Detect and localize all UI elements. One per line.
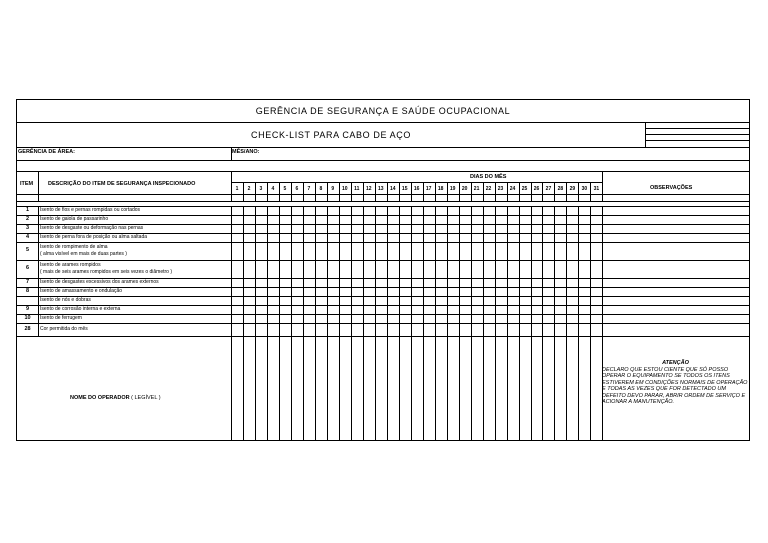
grid-line <box>279 206 280 440</box>
item-description: Isento de desgastes excessivos dos arames externos <box>40 279 159 285</box>
grid-line <box>339 206 340 440</box>
item-number: 6 <box>25 265 30 271</box>
grid-line <box>17 287 749 288</box>
observations-column-header: OBSERVAÇÕES <box>650 185 693 191</box>
grid-line <box>423 206 424 440</box>
grid-line <box>471 206 472 440</box>
grid-line <box>411 206 412 440</box>
day-number: 28 <box>557 186 564 192</box>
item-number: 3 <box>25 224 30 231</box>
item-column-header: ITEM <box>20 181 34 187</box>
grid-line <box>483 206 484 440</box>
grid-line <box>375 206 376 440</box>
day-number: 13 <box>377 186 384 192</box>
area-label: GERÊNCIA DE ÁREA: <box>18 149 75 155</box>
grid-line <box>231 147 232 160</box>
day-number: 11 <box>354 186 360 192</box>
item-number: 10 <box>24 314 31 321</box>
operator-name-label <box>70 396 161 402</box>
grid-line <box>17 215 749 216</box>
grid-line <box>578 206 579 440</box>
day-number: 18 <box>437 186 444 192</box>
item-description: Isento de perna fora de posição ou alma saltada <box>40 234 148 240</box>
grid-line <box>38 206 39 336</box>
page-title: GERÊNCIA DE SEGURANÇA E SAÚDE OCUPACIONAL <box>255 106 511 116</box>
item-number: 4 <box>25 233 30 240</box>
day-number: 21 <box>473 186 480 192</box>
grid-line <box>602 206 603 440</box>
grid-line <box>17 323 749 324</box>
grid-line <box>17 171 749 172</box>
day-number: 19 <box>449 186 456 192</box>
item-description: ( mais de seis arames rompidos em seis vezes o diâmetro ) <box>40 269 172 275</box>
description-column-header: DESCRIÇÃO DO ITEM DE SEGURANÇA INSPECIONADO <box>48 181 196 187</box>
item-number: 9 <box>25 305 30 312</box>
item-description: ( alma visível em mais de duas partes ) <box>40 251 127 257</box>
item-description: Isento de nós e dobras <box>40 297 91 303</box>
day-number: 23 <box>497 186 504 192</box>
item-description: Cor permitida do mês <box>40 326 88 332</box>
grid-line <box>231 171 232 201</box>
day-number: 26 <box>533 186 540 192</box>
grid-line <box>315 206 316 440</box>
day-number: 15 <box>401 186 408 192</box>
item-number: 1 <box>25 206 30 213</box>
item-description: Isento de ferrugem <box>40 315 82 321</box>
day-number: 22 <box>485 186 492 192</box>
grid-line <box>17 260 749 261</box>
day-number: 16 <box>413 186 420 192</box>
grid-line <box>645 128 749 129</box>
grid-line <box>303 206 304 440</box>
grid-line <box>387 206 388 440</box>
grid-line <box>17 160 749 161</box>
item-description: Isento de amassamento e ondulação <box>40 288 122 294</box>
item-description: Isento de gaiola de passarinho <box>40 216 109 222</box>
grid-line <box>566 206 567 440</box>
day-number: 31 <box>593 186 600 192</box>
grid-line <box>17 201 749 202</box>
day-number: 10 <box>342 186 348 192</box>
grid-line <box>17 242 749 243</box>
grid-line <box>645 134 749 135</box>
grid-line <box>231 182 602 183</box>
grid-line <box>17 305 749 306</box>
grid-line <box>17 336 749 337</box>
grid-line <box>17 122 749 123</box>
days-header: DIAS DO MÊS <box>470 174 507 180</box>
operator-label: NOME DO OPERADOR <box>70 395 130 401</box>
day-number: 17 <box>425 186 432 192</box>
grid-line <box>255 206 256 440</box>
grid-line <box>363 206 364 440</box>
day-number: 29 <box>569 186 576 192</box>
day-number: 2 <box>247 186 251 192</box>
grid-line <box>590 206 591 440</box>
grid-line <box>602 171 603 201</box>
day-number: 30 <box>581 186 588 192</box>
grid-line <box>542 206 543 440</box>
item-description: Isento de arames rompidos <box>40 262 101 268</box>
day-number: 3 <box>259 186 263 192</box>
grid-line <box>17 296 749 297</box>
item-number: 5 <box>25 247 30 253</box>
day-number: 12 <box>365 186 372 192</box>
attention-title: ATENÇÃO <box>662 360 689 366</box>
day-number: 7 <box>307 186 311 192</box>
grid-line <box>243 206 244 440</box>
form-subtitle: CHECK-LIST PARA CABO DE AÇO <box>251 130 411 140</box>
grid-line <box>351 206 352 440</box>
day-number: 14 <box>389 186 396 192</box>
day-number: 6 <box>295 186 299 192</box>
grid-line <box>399 206 400 440</box>
item-number: 28 <box>24 325 31 332</box>
item-number: 8 <box>25 287 30 294</box>
day-number: 5 <box>283 186 287 192</box>
grid-line <box>645 140 749 141</box>
item-description: Isento de corrosão interna e externa <box>40 306 121 312</box>
grid-line <box>495 206 496 440</box>
day-number: 24 <box>509 186 516 192</box>
grid-line <box>38 171 39 201</box>
month-year-label: MÊS/ANO: <box>232 149 260 155</box>
operator-hint: ( LEGÍVEL ) <box>129 395 161 401</box>
day-number: 25 <box>521 186 528 192</box>
grid-line <box>291 206 292 440</box>
grid-line <box>17 194 749 195</box>
grid-line <box>231 206 232 440</box>
item-description: Isento de desgaste ou deformação nas pernas <box>40 225 144 231</box>
day-number: 1 <box>235 186 239 192</box>
grid-line <box>267 206 268 440</box>
day-number: 9 <box>331 186 335 192</box>
grid-line <box>519 206 520 440</box>
checklist-form <box>16 99 750 441</box>
grid-line <box>531 206 532 440</box>
grid-line <box>17 314 749 315</box>
grid-line <box>554 206 555 440</box>
item-description: Isento de fios e pernas rompidas ou cortados <box>40 207 141 213</box>
item-description: Isento de rompimento de alma <box>40 244 108 250</box>
item-number: 7 <box>25 278 30 285</box>
attention-text: DECLARO QUE ESTOU CIENTE QUE SÓ POSSO OPERAR O EQUIPAMENTO SE TODOS OS ITENS ESTIVEREM EM CONDIÇÕES NORMAIS DE OPERAÇÃO E TODAS AS VEZES QUE FOR DETECTADO UM DEFEITO DEVO PARAR, ABRIR ORDEM DE SERVIÇO E ACIONAR A MANUTENÇÃO. <box>602 367 748 406</box>
grid-line <box>327 206 328 440</box>
grid-line <box>507 206 508 440</box>
day-number: 4 <box>271 186 275 192</box>
grid-line <box>447 206 448 440</box>
grid-line <box>435 206 436 440</box>
day-number: 8 <box>319 186 323 192</box>
item-number: 2 <box>25 215 30 222</box>
day-number: 20 <box>461 186 468 192</box>
grid-line <box>17 147 749 148</box>
grid-line <box>459 206 460 440</box>
day-number: 27 <box>545 186 552 192</box>
